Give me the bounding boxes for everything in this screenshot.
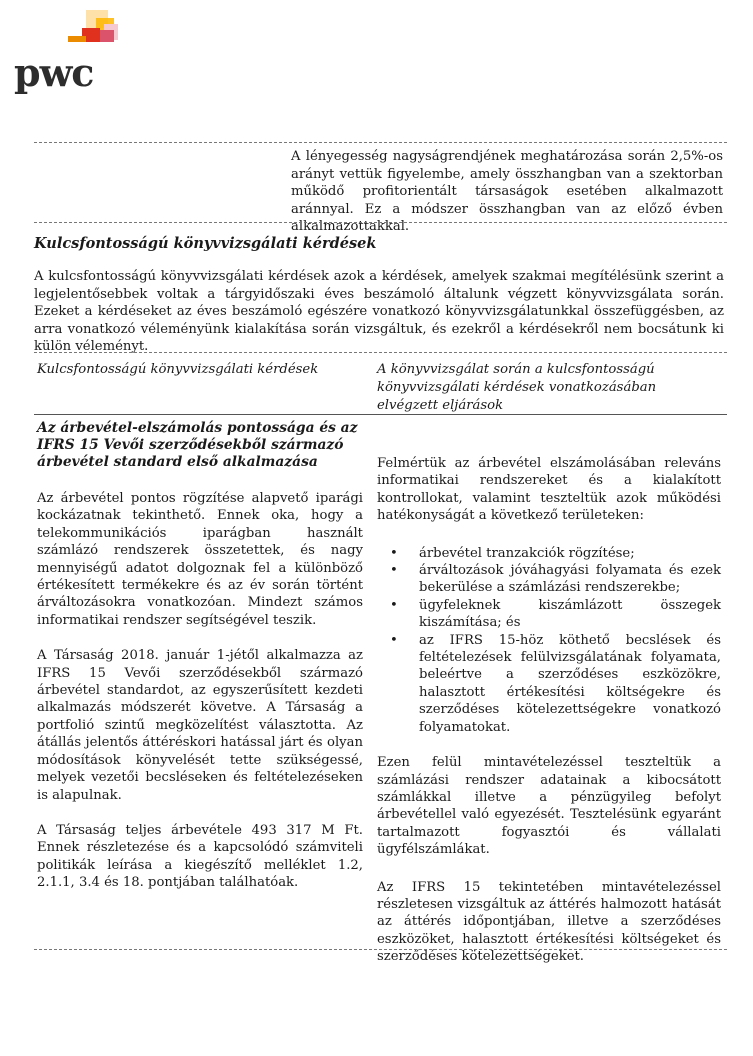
divider bbox=[34, 142, 727, 143]
left-column bbox=[37, 420, 363, 910]
procedures-paragraph: Az IFRS 15 tekintetében mintavételezéssel részletesen vizsgáltuk az áttérés halmozott hatását az áttérés időpontjában, illetve a szerződéses eszközöket, halasztott értékesítési költségeket és szerződéses kötelezettségeket. bbox=[377, 879, 721, 965]
materiality-paragraph: A lényegesség nagyságrendjének meghatározása során 2,5%-os arányt vettük figyelembe, amely összhangban van a szektorban működő profitorientált társaságok esetében alkalmazott aránnyal. Ez a módszer összhangban van az előző évben alkalmazottakkal. bbox=[291, 149, 723, 235]
logo-wordmark: pwc bbox=[14, 50, 94, 95]
kam-title: Az árbevétel-elszámolás pontossága és az IFRS 15 Vevői szerződésekből származó árbevétel standard első alkalmazása bbox=[37, 420, 358, 470]
column-header-right: A könyvvizsgálat során a kulcsfontosságú könyvvizsgálati kérdések vonatkozásában elvégzett eljárások bbox=[377, 362, 657, 413]
list-item: • az IFRS 15-höz köthető becslések és feltételezések felülvizsgálatának folyamata, beleértve a szerződéses eszközökre, halasztott értékesítési költségekre és szerződéses kötelezettségekre vonatkozó folyamatokat. bbox=[390, 632, 721, 735]
section-heading: Kulcsfontosságú könyvvizsgálati kérdések bbox=[34, 235, 377, 252]
divider bbox=[34, 949, 727, 950]
procedures-paragraph: Ezen felül mintavételezéssel teszteltük a számlázási rendszer adatainak a kibocsátott számlákkal illetve a pénzügyileg befolyt árbevétellel való egyezését. Tesztelésünk egyaránt tartalmazott fogyasztói és vállalati ügyfélszámlákat. bbox=[377, 755, 721, 858]
logo-square-amber bbox=[68, 36, 86, 42]
divider bbox=[34, 222, 727, 223]
procedures-intro: Felmértük az árbevétel elszámolásában releváns informatikai rendszereket és a kialakított kontrollokat, valamint teszteltük azok működési hatékonyságát a következő területeken: bbox=[377, 456, 721, 524]
left-paragraph: A Társaság teljes árbevétele 493 317 M Ft. Ennek részletezése és a kapcsolódó számviteli politikák leírása a kiegészítő melléklet 1.2, 2.1.1, 3.4 és 18. pontjában találhatóak. bbox=[37, 822, 363, 891]
bullet-icon: • bbox=[390, 545, 398, 561]
left-paragraph: Az árbevétel pontos rögzítése alapvető iparági kockázatnak tekinthető. Ennek oka, hogy a telekommunikációs iparágban használt számlázó rendszerek összetettek, és nagy mennyiségű adatot dolgoznak fel a különböző értékesített termékekre és az év során történt árváltozásokra vonatkozóan. Mindezt számos informatikai rendszer segítségével teszik. bbox=[37, 491, 363, 628]
column-header-left: Kulcsfontosságú könyvvizsgálati kérdések bbox=[37, 362, 319, 377]
bullet-icon: • bbox=[390, 632, 398, 648]
pwc-logo bbox=[8, 6, 128, 96]
procedures-list bbox=[377, 545, 721, 736]
bullet-icon: • bbox=[390, 563, 398, 579]
list-item: • ügyfeleknek kiszámlázott összegek kiszámítása; és bbox=[390, 597, 721, 631]
table-header-rule bbox=[34, 414, 727, 415]
section-intro: A kulcsfontosságú könyvvizsgálati kérdések azok a kérdések, amelyek szakmai megítélésünk szerint a legjelentősebbek voltak a tárgyidőszaki éves beszámoló általunk végzett könyvvizsgálata során. Ezeket a kérdéseket az éves beszámoló egészére vonatkozó könyvvizsgálatunkkal összefüggésben, az arra vonatkozó véleményünk kialakítása során vizsgáltuk, és ezekről a kérdésekről nem bocsátunk ki külön véleményt. bbox=[34, 269, 724, 355]
divider bbox=[34, 352, 727, 353]
left-paragraph: A Társaság 2018. január 1-jétől alkalmazza az IFRS 15 Vevői szerződésekből származó árbevétel standardot, az egyszerűsített kezdeti alkalmazás módszerét követve. A Társaság a portfolió szintű megközelítést választotta. Az átállás jelentős áttéréskori hatással járt és olyan módosítások könyvelését tette szükségessé, melyek vezetői becsléseken és feltételezéseken is alapulnak. bbox=[37, 648, 363, 803]
logo-square-rose bbox=[100, 30, 114, 42]
list-item: • árváltozások jóváhagyási folyamata és ezek bekerülése a számlázási rendszerekbe; bbox=[390, 563, 721, 596]
bullet-icon: • bbox=[390, 597, 398, 613]
list-item: • árbevétel tranzakciók rögzítése; bbox=[390, 545, 635, 561]
right-column bbox=[377, 455, 721, 986]
